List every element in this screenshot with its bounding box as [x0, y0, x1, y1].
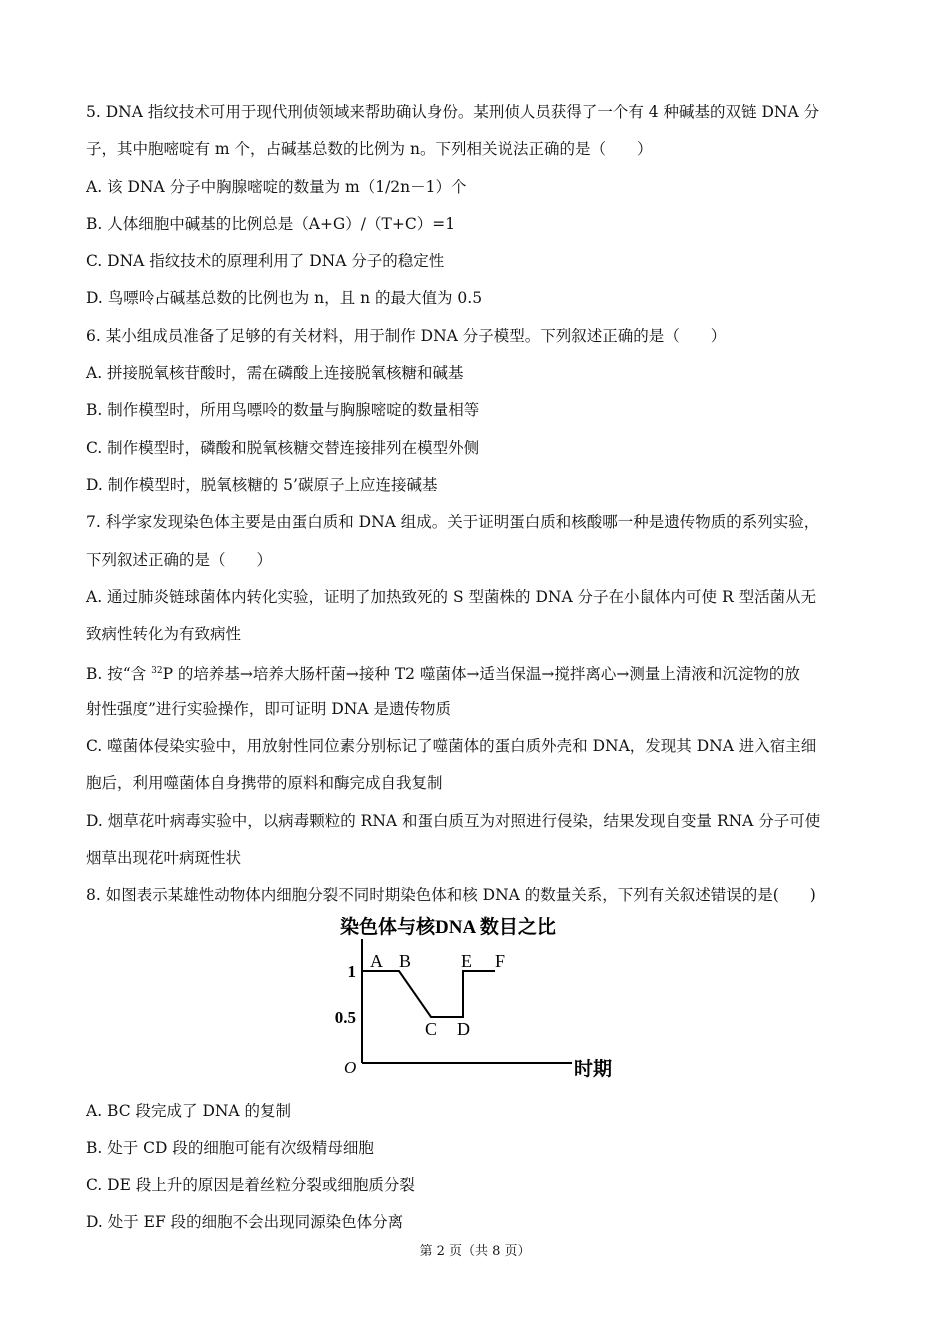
q6-option-b: B. 制作模型时，所用鸟嘌呤的数量与胸腺嘧啶的数量相等: [86, 401, 480, 420]
point-label-a: A: [370, 950, 383, 971]
y-tick-label: 0.5: [334, 1007, 356, 1027]
ratio-chart: [322, 915, 622, 1090]
q5-option-c: C. DNA 指纹技术的原理利用了 DNA 分子的稳定性: [86, 252, 445, 271]
q7-option-a-line-2: 致病性转化为有致病性: [86, 625, 242, 644]
page-footer: 第 2 页（共 8 页）: [419, 1244, 531, 1259]
q7-option-a-line-1: A. 通过肺炎链球菌体内转化实验，证明了加热致死的 S 型菌株的 DNA 分子在小鼠体内可使 R 型活菌从无: [86, 587, 817, 606]
point-label-d: D: [457, 1018, 470, 1039]
point-label-e: E: [461, 950, 472, 971]
q7-option-b-rest: P 的培养基→培养大肠杆菌→接种 T2 噬菌体→适当保温→搅拌离心→测量上清液和沉淀物的放: [162, 665, 800, 684]
q7-option-b-line-2: 射性强度”进行实验操作，即可证明 DNA 是遗传物质: [86, 699, 451, 718]
q8-option-b: B. 处于 CD 段的细胞可能有次级精母细胞: [86, 1138, 374, 1157]
q7-option-b-prefix: B. 按“含: [86, 665, 152, 684]
q5-stem-line-1: 5. DNA 指纹技术可用于现代刑侦领域来帮助确认身份。某刑侦人员获得了一个有 4 种碱基的双链 DNA 分: [86, 103, 820, 121]
q5-option-b: B. 人体细胞中碱基的比例总是（A+G）/（T+C）=1: [86, 214, 456, 233]
q5-option-d: D. 鸟嘌呤占碱基总数的比例也为 n，且 n 的最大值为 0.5: [86, 289, 483, 308]
q8-figure: [86, 915, 866, 1093]
q6-option-d: D. 制作模型时，脱氧核糖的 5’碳原子上应连接碱基: [86, 475, 438, 494]
page-content: [86, 94, 866, 1242]
q7-option-d-line-1: D. 烟草花叶病毒实验中，以病毒颗粒的 RNA 和蛋白质互为对照进行侵染，结果发现自变量 RNA 分子可使: [86, 811, 821, 830]
x-axis-label: 时期: [574, 1058, 613, 1080]
q6-option-c: C. 制作模型时，磷酸和脱氧核糖交替连接排列在模型外侧: [86, 438, 480, 457]
q7-option-b-superscript: 32: [151, 666, 163, 677]
q6-stem: 6. 某小组成员准备了足够的有关材料，用于制作 DNA 分子模型。下列叙述正确的是（ ）: [86, 326, 727, 345]
point-label-c: C: [425, 1018, 438, 1039]
point-label-f: F: [495, 950, 506, 971]
q8-stem: 8. 如图表示某雄性动物体内细胞分裂不同时期染色体和核 DNA 的数量关系，下列有关叙述错误的是( ): [86, 886, 816, 905]
q7-stem-line-2: 下列叙述正确的是（ ）: [86, 550, 273, 569]
chart-title: 染色体与核DNA 数目之比: [340, 916, 556, 938]
origin-label: O: [344, 1057, 357, 1077]
q7-option-d-line-2: 烟草出现花叶病斑性状: [86, 848, 242, 867]
q7-stem-line-1: 7. 科学家发现染色体主要是由蛋白质和 DNA 组成。关于证明蛋白质和核酸哪一种是遗传物质的系列实验，: [86, 513, 820, 532]
q5-stem-line-2: 子，其中胞嘧啶有 m 个，占碱基总数的比例为 n。下列相关说法正确的是（ ）: [86, 140, 653, 159]
q8-option-c: C. DE 段上升的原因是着丝粒分裂或细胞质分裂: [86, 1176, 415, 1195]
ratio-series-line: [362, 971, 495, 1017]
y-tick-label: 1: [347, 961, 356, 981]
q8-option-d: D. 处于 EF 段的细胞不会出现同源染色体分离: [86, 1213, 404, 1232]
point-label-b: B: [399, 950, 412, 971]
q7-option-c-line-2: 胞后，利用噬菌体自身携带的原料和酶完成自我复制: [86, 774, 443, 793]
q8-option-a: A. BC 段完成了 DNA 的复制: [86, 1101, 292, 1120]
q6-option-a: A. 拼接脱氧核苷酸时，需在磷酸上连接脱氧核糖和碱基: [86, 364, 464, 383]
q7-option-c-line-1: C. 噬菌体侵染实验中，用放射性同位素分别标记了噬菌体的蛋白质外壳和 DNA，发现其 DNA 进入宿主细: [86, 737, 817, 756]
q7-option-b-line-1: [86, 653, 866, 690]
q5-option-a: A. 该 DNA 分子中胸腺嘧啶的数量为 m（1/2n－1）个: [86, 177, 467, 196]
